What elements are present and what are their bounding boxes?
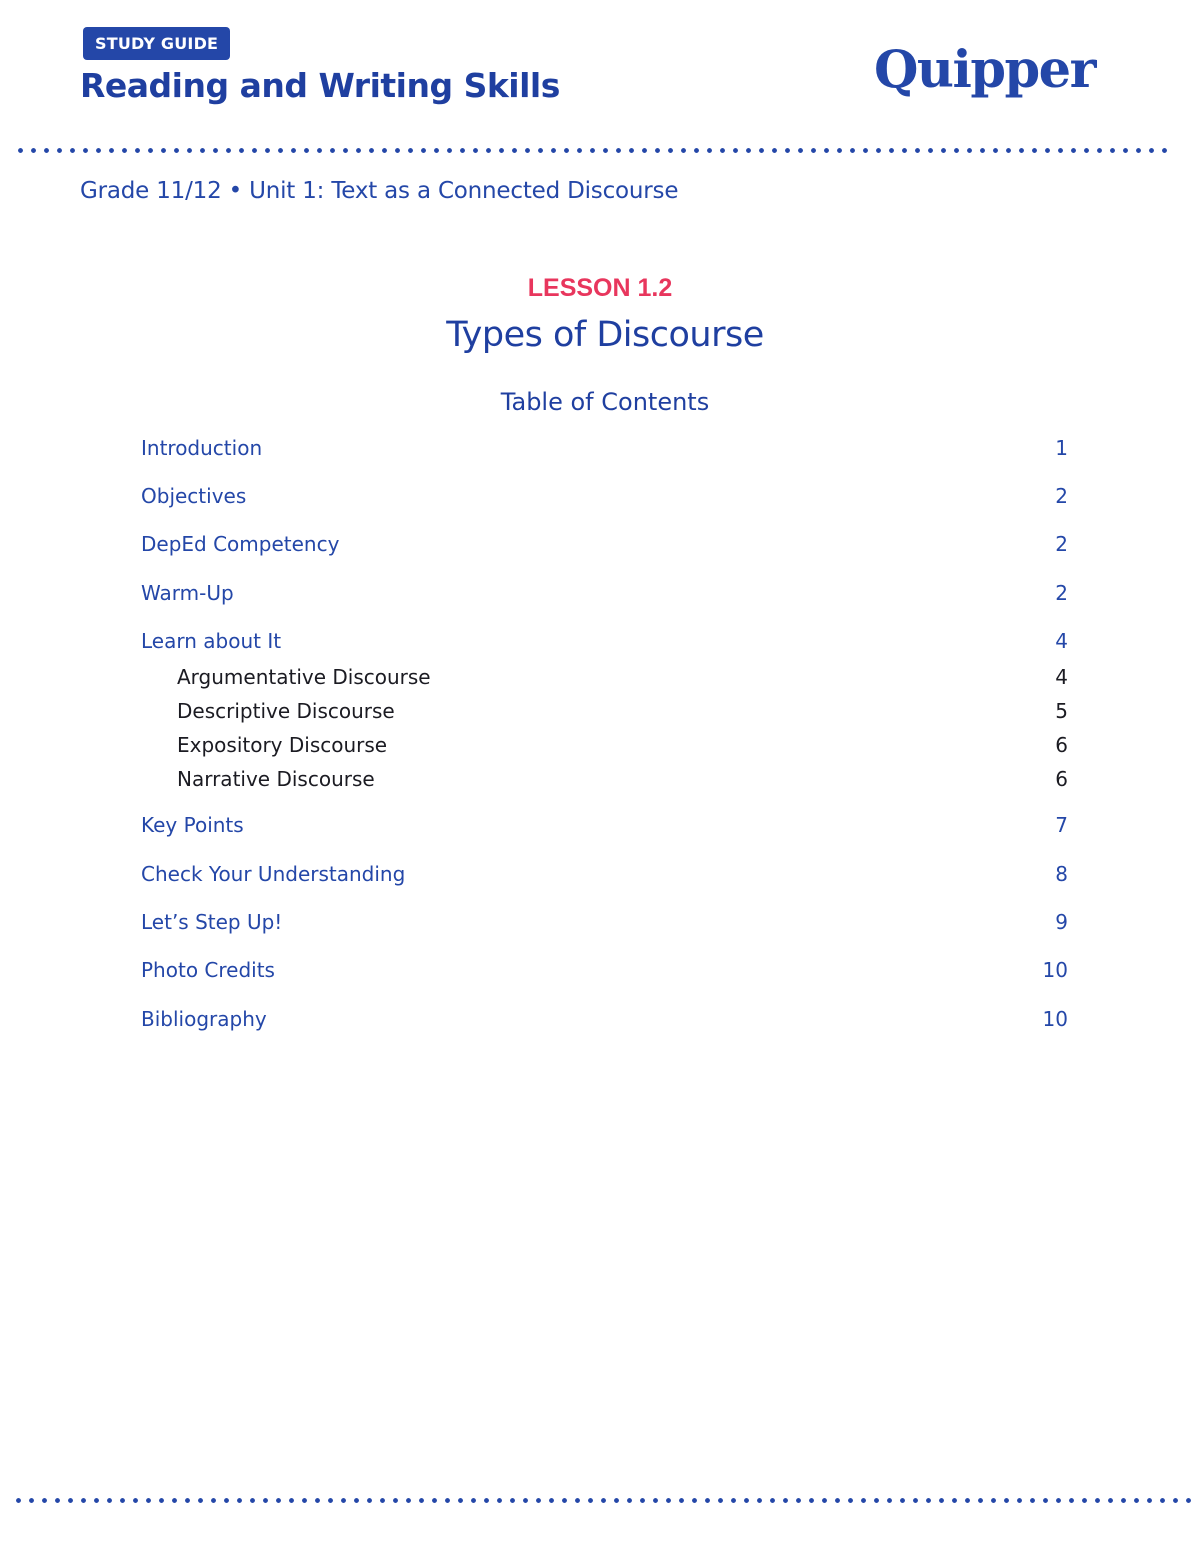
toc-entry-title: DepEd Competency (141, 532, 340, 556)
toc-entry-page: 2 (1055, 484, 1068, 508)
toc-entry-title: Argumentative Discourse (177, 665, 431, 689)
toc-entry-page: 7 (1055, 813, 1068, 837)
lesson-title: Types of Discourse (446, 315, 764, 355)
toc-entry-page: 10 (1042, 958, 1068, 982)
toc-entry-title: Narrative Discourse (177, 767, 375, 791)
lesson-number: LESSON 1.2 (527, 274, 673, 302)
toc-entry-page: 1 (1055, 436, 1068, 460)
toc-entry-expository-discourse[interactable] (177, 733, 1068, 757)
toc-entry-argumentative-discourse[interactable] (177, 665, 1068, 689)
toc-entry-page: 5 (1055, 699, 1068, 723)
toc-entry-title: Learn about It (141, 629, 282, 653)
toc-entry-title: Key Points (141, 813, 244, 837)
unit-subtitle: Grade 11/12 • Unit 1: Text as a Connected Discourse (80, 178, 679, 204)
toc-entry-title: Expository Discourse (177, 733, 388, 757)
toc-entry-page: 8 (1055, 862, 1068, 886)
toc-heading: Table of Contents (500, 388, 710, 416)
top-dotted-divider (14, 148, 1174, 153)
toc-entry-deped-competency[interactable] (141, 532, 1068, 556)
toc-entry-learn-about-it[interactable] (141, 629, 1068, 653)
toc-entry-page: 4 (1055, 665, 1068, 689)
toc-entry-bibliography[interactable] (141, 1007, 1068, 1031)
toc-entry-page: 9 (1055, 910, 1068, 934)
document-title: Reading and Writing Skills (80, 66, 560, 105)
toc-entry-introduction[interactable] (141, 436, 1068, 460)
toc-entry-page: 6 (1055, 767, 1068, 791)
toc-entry-title: Let’s Step Up! (141, 910, 283, 934)
toc-entry-title: Check Your Understanding (141, 862, 406, 886)
toc-entry-photo-credits[interactable] (141, 958, 1068, 982)
toc-entry-warm-up[interactable] (141, 581, 1068, 605)
toc-entry-title: Descriptive Discourse (177, 699, 395, 723)
toc-entry-title: Introduction (141, 436, 263, 460)
toc-entry-page: 2 (1055, 581, 1068, 605)
toc-entry-title: Bibliography (141, 1007, 267, 1031)
toc-entry-title: Objectives (141, 484, 247, 508)
toc-entry-check-your-understanding[interactable] (141, 862, 1068, 886)
study-guide-badge: STUDY GUIDE (83, 27, 230, 60)
bottom-dotted-divider (12, 1498, 1192, 1503)
toc-entry-page: 6 (1055, 733, 1068, 757)
quipper-logo: Quipper (873, 40, 1095, 100)
toc-entry-title: Photo Credits (141, 958, 275, 982)
toc-entry-lets-step-up[interactable] (141, 910, 1068, 934)
toc-entry-page: 10 (1042, 1007, 1068, 1031)
toc-entry-page: 4 (1055, 629, 1068, 653)
toc-entry-descriptive-discourse[interactable] (177, 699, 1068, 723)
toc-entry-page: 2 (1055, 532, 1068, 556)
toc-entry-title: Warm-Up (141, 581, 234, 605)
toc-entry-narrative-discourse[interactable] (177, 767, 1068, 791)
toc-entry-objectives[interactable] (141, 484, 1068, 508)
toc-entry-key-points[interactable] (141, 813, 1068, 837)
